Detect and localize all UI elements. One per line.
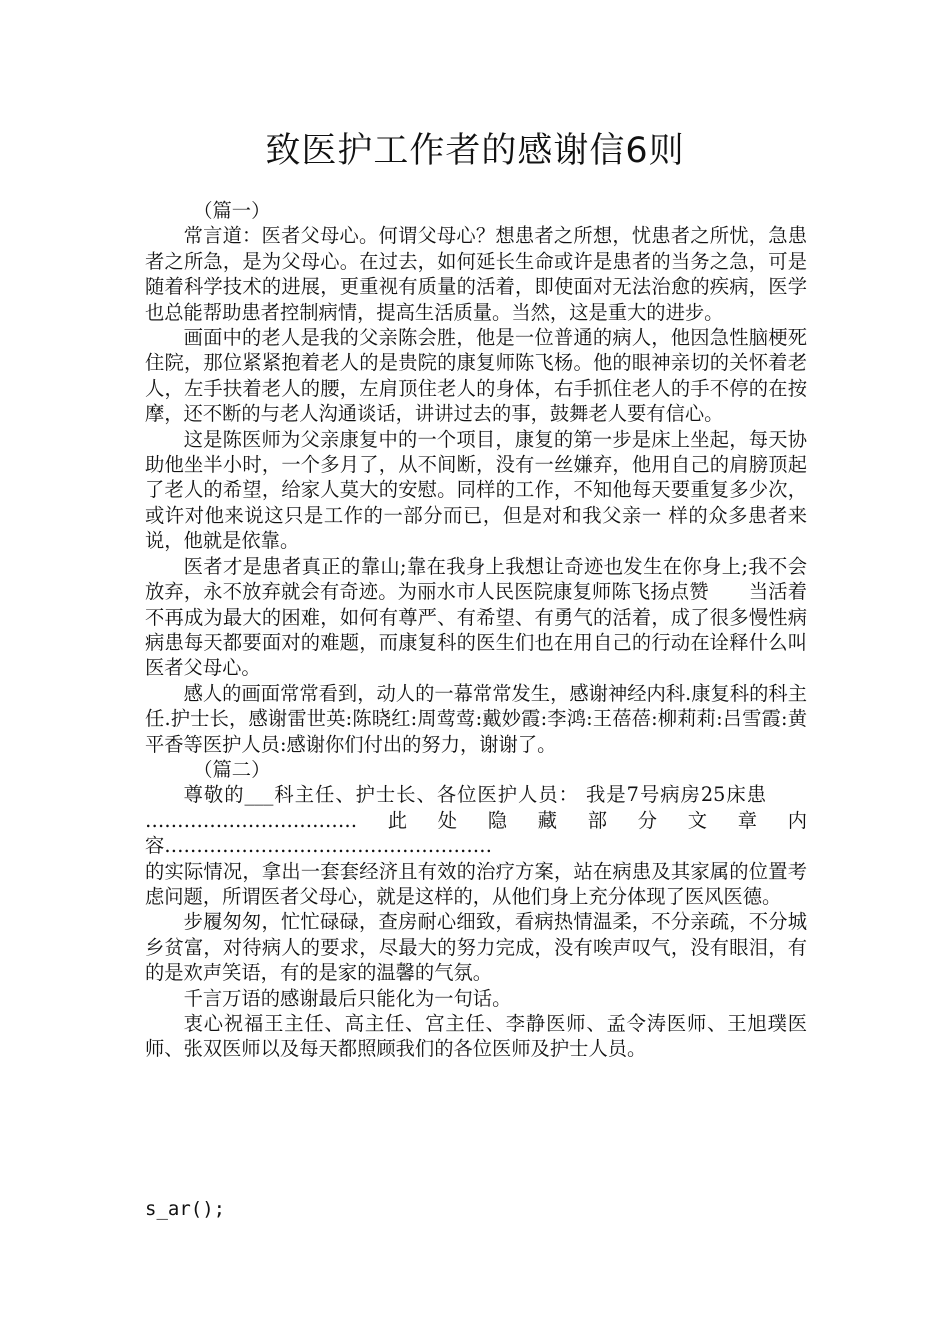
paragraph: 千言万语的感谢最后只能化为一句话。 — [183, 986, 512, 1010]
section-label-2: （篇二） — [193, 757, 271, 781]
paragraph: 的实际情况，拿出一套套经济且有效的治疗方案，站在病患及其家属的位置考虑问题，所谓医者父母心，就是这样的，从他们身上充分体现了医风医德。 — [145, 859, 807, 908]
salutation-text: 尊敬的___科主任、护士长、各位医护人员： 我是7号病房25床患 — [183, 783, 767, 807]
paragraph: 常言道：医者父母心。何谓父母心？想患者之所想，忧患者之所忧，急患者之所急，是为父母心。在过去，如何延长生命或许是患者的当务之急，可是随着科学技术的进展，更重视有质量的活着，即使面对无法治愈的疾病，医学也总能帮助患者控制病情，提高生活质量。当然，这是重大的进步。 — [145, 224, 807, 324]
paragraph: 这是陈医师为父亲康复中的一个项目，康复的第一步是床上坐起，每天协助他坐半小时，一个多月了，从不间断，没有一丝嫌弃，他用自己的肩膀顶起了老人的希望，给家人莫大的安慰。同样的工作，不知他每天要重复多少次，或许对他来说这只是工作的一部分而已，但是对和我父亲一 样的众多患者来说，他就是依靠。 — [145, 427, 807, 553]
document-body — [145, 198, 807, 1062]
paragraph-text: 当活着不再成为最大的困难，如何有尊严、有希望、有勇气的活着，成了很多慢性病病患每天都要面对的难题，而康复科的医生们也在用自己的行动在诠释什么叫 医者父母心。 — [145, 580, 807, 680]
salutation — [145, 782, 807, 858]
paragraph: 衷心祝福王主任、高主任、宫主任、李静医师、孟令涛医师、王旭璞医师、张双医师以及每天都照顾我们的各位医师及护士人员。 — [145, 1012, 807, 1061]
document-title: 致医护工作者的感谢信6则 — [265, 131, 685, 171]
script-code-text: s_ar(); — [145, 1198, 226, 1220]
paragraph: 感人的画面常常看到，动人的一幕常常发生，感谢神经内科.康复科的科主任.护士长，感谢雷世英:陈晓红:周莺莺:戴妙霞:李鸿:王蓓蓓:柳莉莉:吕雪霞:黄平香等医护人员:感谢你们付出的努力，谢谢了。 — [145, 681, 807, 756]
paragraph — [145, 554, 807, 681]
section-label-1: （篇一） — [193, 199, 271, 222]
hidden-content-note: ……………………………此处隐藏部分文章内容…………………………………………… — [145, 808, 807, 858]
paragraph: 画面中的老人是我的父亲陈会胜，他是一位普通的病人，他因急性脑梗死住院，那位紧紧抱着老人的是贵院的康复师陈飞杨。他的眼神亲切的关怀着老人，左手扶着老人的腰，左肩顶住老人的身体，右手抓住老人的手不停的在按摩，还不断的与老人沟通谈话，讲讲过去的事，鼓舞老人要有信心。 — [145, 326, 807, 426]
paragraph-text: 医者才是患者真正的靠山;靠在我身上我想让奇迹也发生在你身上;我不会放弃，永不放弃就会有奇迹。为丽水市人民医院康复师陈飞扬点赞 — [145, 554, 807, 604]
paragraph: 步履匆匆，忙忙碌碌，查房耐心细致，看病热情温柔，不分亲疏，不分城乡贫富，对待病人的要求，尽最大的努力完成，没有唉声叹气，没有眼泪，有的是欢声笑语，有的是家的温馨的气氛。 — [145, 910, 807, 985]
